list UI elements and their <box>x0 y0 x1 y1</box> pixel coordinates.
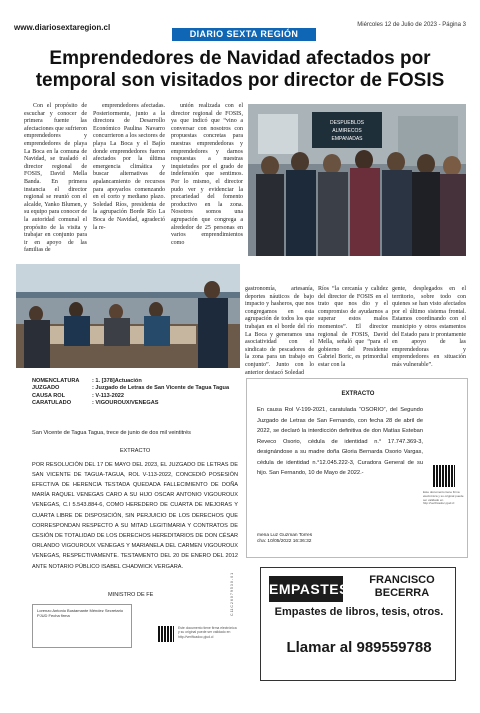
shop-sign: DESPUEBLOS <box>330 120 364 126</box>
site-url[interactable]: www.diariosextaregion.cl <box>14 23 111 32</box>
legal-notice-posesion-efectiva <box>32 378 238 678</box>
notice-title: EXTRACTO <box>341 391 375 397</box>
notice-title: EXTRACTO <box>119 447 151 454</box>
notice-row: JUZGADO : Juzgado de Letras de San Vicente de Tagua Tagua <box>32 385 230 392</box>
notice-signature: mena Luz Guzman Torres cha: 10/05/2022 16:36:32 <box>257 533 313 544</box>
article-column-4: gastronomía, artesanía, deportes náuticos de bajo impacto y hasheros, que nos congregamos en esta agrupación de todos los que trabajan en el borde del río La Boca y generamos una asociatividad con el sindicato de pescadores de la zona para un trabajo en conjunto”. Junto con lo anterior destacó Soledad <box>245 286 314 376</box>
notice-body: En causa Rol V-199-2021, caratulada “OSORIO”, del Segundo Juzgado de Letras de San Fernando, con fecha 28 de abril de 2022, se declaró la interdicción definitiva de don Matías Esteban Reveco Osorio, cédula de identidad n.° 17.747.369-3, designándose a su madre doña Gloria Bernarda Osorio Vargas, cédula de identidad n.°12.045.222-3, Curadora General de su hijo. San Fernando, 10 de Mayo de 2022.- <box>257 407 423 476</box>
empastes-ad <box>260 567 456 681</box>
ad-phone[interactable]: Llamar al 989559788 <box>286 639 432 656</box>
svg-text:EMPANADAS: EMPANADAS <box>331 136 363 142</box>
ad-logo: EMPASTES <box>269 576 343 602</box>
page-header <box>14 22 466 38</box>
newspaper-brand: DIARIO SEXTA REGIÓN <box>172 28 316 41</box>
meeting-photo <box>16 264 240 368</box>
notice-row: NOMENCLATURA : 1. [378]Actuación <box>32 378 142 384</box>
ad-owner-name: FRANCISCO BECERRA <box>369 574 435 599</box>
article-headline: Emprendedores de Navidad afectados por temporal son visitados por director de FOSIS <box>35 48 445 91</box>
signature-box: Lorenzo Antonio Bustamante Méndez Secretario PJUD Fecha firma <box>32 604 132 648</box>
notice-row: CARATULADO : VIGOUROUX/VENEGAS <box>32 400 159 407</box>
notice-intro: San Vicente de Tagua Tagua, trece de junio de dos mil veintitrés <box>32 429 191 436</box>
notice-row: CAUSA ROL : V-113-2022 <box>32 392 125 399</box>
meeting-photo-drawing <box>16 264 240 368</box>
group-photo <box>248 104 466 256</box>
issue-date: Miércoles 12 de Julio de 2023 - Página 3 <box>357 22 466 28</box>
article-column-5: Ríos “la cercanía y calidez del director de FOSIS en el trato que nos dio y el compromiso de ayudarnos a superar estos malos momentos”. El director regional de FOSIS, David Mella, señaló que “para el gobierno del Presidente Gabriel Boric, es primordial estar con la <box>318 286 388 368</box>
article-column-6: gente, desplegados en el territorio, sobre todo con quienes se han visto afectados por el último sistema frontal. Estamos coordinando con el municipio y otros estamentos del Estado para ir prontamente en apoyo de las emprendedoras y emprendedores en situación más vulnerable”. <box>392 286 466 368</box>
notice-body: POR RESOLUCIÓN DEL 17 DE MAYO DEL 2023, EL JUZGADO DE LETRAS DE SAN VICENTE DE TAGUA-TAGUA, ROL V-113-2022, CONCEDIÓ POSESIÓN EFECTIVA DE HERENCIA TESTADA QUEDADA FALLECIMIENTO DE DOÑA MARÍA RAQUEL VENEGAS CARO A SU HIJO OSCAR ANTONIO VIGOUROUX VENEGAS, C.I 5.543.884-6, COMO HEREDERO DE CUARTA DE MEJORAS Y CUARTA LIBRE DE DISPOSICIÓN, SIN PERJUICIO DE LOS DERECHOS QUE CORRESPONDAN RESPECTO A SU MITAD LEGITIMARIA Y CONTRATOS DE CESIÓN DE TOTALIDAD DE LOS DERECHOS HEREDITARIOS DE DON CÉSAR ORLANDO VIGOUROUX VENEGAS Y MARIANELA DEL CARMEN VIGOUROUX VENEGAS, RESPECTIVAMENTE. TESTAMENTO DEL 20 DE ENERO DEL 2012 ANTE NOTARIO PÚBLICO ISABEL CHADWICK VERGARA. <box>32 461 238 570</box>
side-code: C 11 C 2 6 0 7 9 5 3 0 - 0 1 <box>230 572 234 616</box>
group-photo-drawing <box>248 104 466 256</box>
notice-header-table <box>32 378 238 408</box>
notice-footer <box>32 604 238 648</box>
article-column-2: emprendedores afectadas. Posteriormente, junto a la directora de Desarrollo Económico Paulina Navarro concurrieron a los sectores de playa La Boca y el Bajío donde emprendedores fueron afectados por la última emergencia climática y buscar alternativas de apalancamiento de recursos para apoyarlos comenzando en el corto y mediano plazo. Soledad Ríos, presidenta de la agrupación Borde Río La Boca de Navidad, agradeció la re- <box>93 103 165 231</box>
svg-text:ALMIRECOS: ALMIRECOS <box>332 128 362 134</box>
verification-note: Este documento tiene firma electrónica y su original puede ser validado en http://verificadoc.pjud.cl <box>178 626 237 639</box>
verification-note: Este documento tiene firma electrónica y su original puede ser validado en http://verificadoc.pjud.cl <box>423 490 464 506</box>
article-column-1: Con el propósito de escuchar y conocer de primera fuente las afectaciones que sufrieron emprendedores y emprendedores de playa La Boca en la comuna de Navidad, se trasladó el director regional de FOSIS, David Mella Banda. En primera instancia el director regional se reunió con el alcalde, Yanko Blumen, y su equipo para conocer de la autoridad comunal el propósito de la visita y trabajar en conjunto para ir en apoyo de las familias de <box>24 103 87 254</box>
qr-code-icon[interactable] <box>433 465 455 487</box>
ad-services: Empastes de libros, tesis, otros. <box>274 606 444 618</box>
article-column-3: unión realizada con el director regional de FOSIS, ya que indicó que “vino a conversar con nosotros con propuestas concretas para nuestras emprendedoras y emprendedores y darnos respuestas a nuestras inquietudes por el grado de indefensión que sentimos. Por lo mismo, el director pudo ver y evidenciar la precariedad del fomento productivo en la zona. Nosotros somos una agrupación que congrega a alrededor de 25 personas en varios emprendimientos como <box>171 103 243 246</box>
qr-code-icon[interactable] <box>158 626 174 642</box>
legal-notice-interdiccion <box>246 378 468 558</box>
notice-signer: MINISTRO DE FE <box>108 592 154 598</box>
